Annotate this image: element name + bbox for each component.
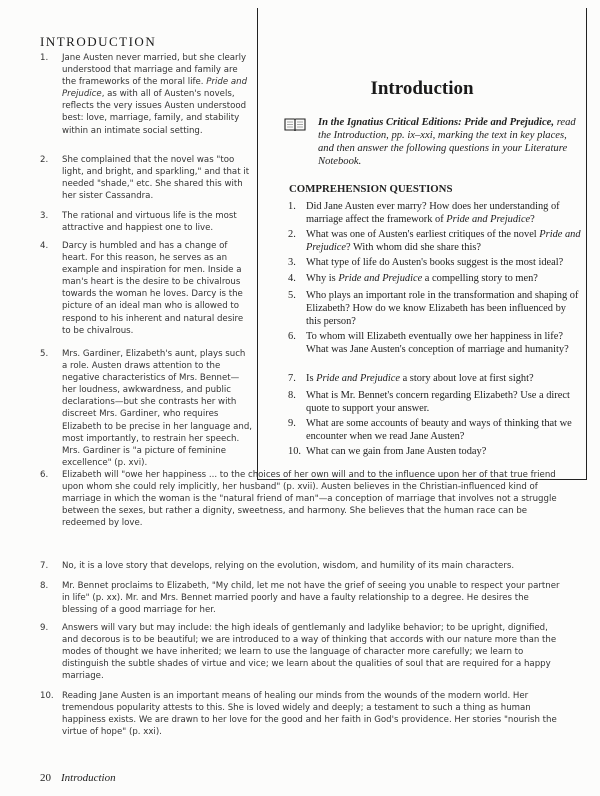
answer-item: 4. Darcy is humbled and has a change of heart. For this reason, he serves as an example and inspiration for men. Inside a man's heart is the desire to be chivalrous towards the woman he loves. Darcy is the picture of an ideal man who is allowed to respond to his inherent and natural desire to be chivalrous. (40, 241, 244, 336)
answer-item: 10. Reading Jane Austen is an important means of healing our minds from the wounds of the modern world. Her tremendous popularity attests to this. She is loved widely and deeply; a testament to such a thing as human happiness exists. We are drawn to her love for the good and her faith in God's providence. Her stories "nourish the virtue of hope" (p. xxi). (40, 691, 557, 738)
answer-item: 7. No, it is a love story that develops, relying on the evolution, wisdom, and humility of its main characters. (40, 561, 515, 571)
question-item: 9. What are some accounts of beauty and ways of thinking that we encounter when we read Jane Austen? (288, 418, 572, 442)
comprehension-box (257, 8, 587, 480)
answer-item: 5. Mrs. Gardiner, Elizabeth's aunt, plays such a role. Austen draws attention to the negative characteristics of Mrs. Bennet—her loudness, awkwardness, and public declarations—but she contrasts her with discreet Mrs. Gardiner, who requires Elizabeth to be precise in her language and, most importantly, to restrain her speech. Mrs. Gardiner is "a picture of feminine excellence" (p. xvi). (40, 349, 253, 468)
answer-item: 8. Mr. Bennet proclaims to Elizabeth, "My child, let me not have the grief of seeing you unable to respect your partner in life" (p. xx). Mr. and Mrs. Bennet married poorly and have a faulty relationship to a degree. He desires the blessing of a good marriage for her. (40, 581, 560, 616)
question-item: 5. Who plays an important role in the transformation and shaping of Elizabeth? How do we know Elizabeth has been influenced by this person? (288, 290, 579, 327)
book-icon (284, 116, 306, 132)
answer-item: 9. Answers will vary but may include: the high ideals of gentlemanly and ladylike behavior; to be upright, dignified, and decorous is to be beautiful; we are introduced to a way of thinking that accords with our nature more than the modes of thought we have inherited; we learn to use the language of character more carefully; we learn to distinguish the subtle shades of virtue and vice; we learn about the qualities of soul that are required for a happy marriage. (40, 623, 557, 682)
question-item: 7. Is Pride and Prejudice a story about love at first sight? (288, 373, 534, 384)
question-item: 1. Did Jane Austen ever marry? How does her understanding of marriage affect the framework of Pride and Prejudice? (288, 201, 560, 225)
answer-item: 6. Elizabeth will "owe her happiness ... to the choices of her own will and to the influence upon her of that true friend upon whom she could rely implicitly, her husband" (p. xvii). Austen believes in the Christian-influenced kind of marriage in which the woman is the "natural friend of man"—a conception of marriage that involves not a struggle between the sexes, but rather a dignity, sweetness, and harmony. She believes that the human race can be redeemed by love. (40, 470, 557, 529)
question-item: 6. To whom will Elizabeth eventually owe her happiness in life? What was Jane Austen's conception of marriage and humanity? (288, 331, 569, 355)
comprehension-heading: COMPREHENSION QUESTIONS (289, 183, 453, 195)
question-item: 2. What was one of Austen's earliest critiques of the novel Pride and Prejudice? With whom did she share this? (288, 229, 581, 253)
answers-heading: INTRODUCTION (40, 34, 157, 49)
reading-instruction: In the Ignatius Critical Editions: Pride and Prejudice, read the Introduction, pp. ix–xxi, marking the text in key places, and then answer the following questions in your Literature Notebook. (318, 117, 576, 167)
question-item: 8. What is Mr. Bennet's concern regarding Elizabeth? Use a direct quote to support your answer. (288, 390, 570, 414)
question-item: 10. What can we gain from Jane Austen today? (288, 446, 487, 457)
question-item: 3. What type of life do Austen's books suggest is the most ideal? (288, 257, 564, 268)
page-number: 20 (40, 772, 51, 784)
answer-item: 1. Jane Austen never married, but she clearly understood that marriage and family are the frameworks of the moral life. Pride and Prejudice, as with all of Austen's novels, reflects the very issues Austen understood best: love, marriage, family, and stability within an intimate social setting. (40, 53, 248, 136)
answer-item: 3. The rational and virtuous life is the most attractive and happiest one to live. (40, 211, 237, 234)
question-item: 4. Why is Pride and Prejudice a compelling story to men? (288, 273, 538, 284)
page-footer (40, 772, 116, 784)
footer-title: Introduction (61, 772, 116, 784)
answer-item: 2. She complained that the novel was "too light, and bright, and sparkling," and that it needed "shade," etc. She shared this with her sister Cassandra. (40, 155, 250, 202)
box-title: Introduction (370, 78, 474, 99)
